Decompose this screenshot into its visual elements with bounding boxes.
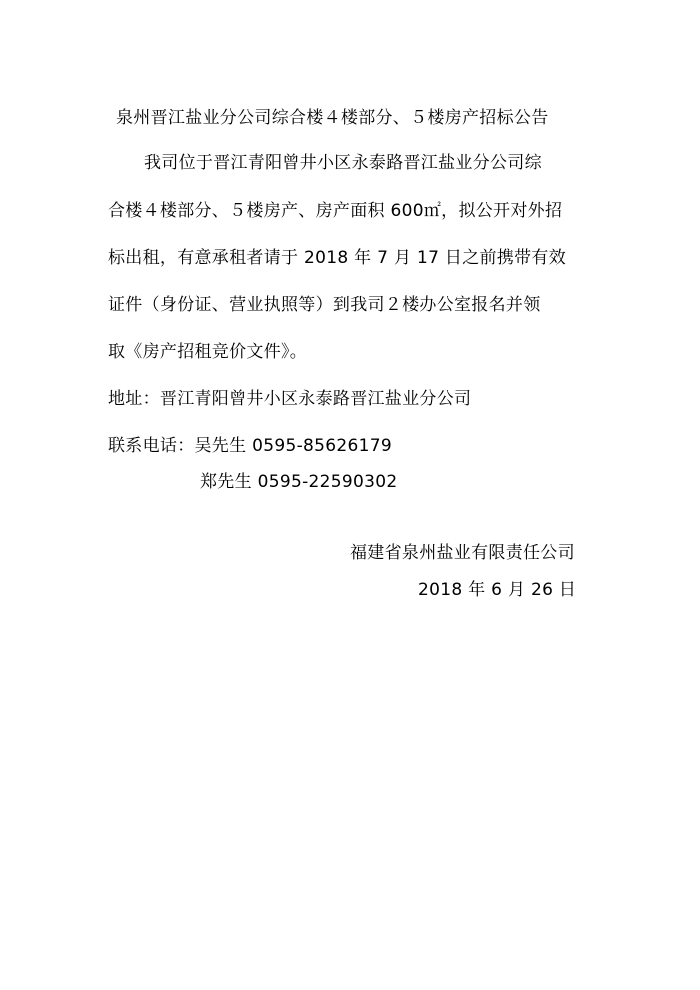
document-date: 2018 年 6 月 26 日 xyxy=(418,580,577,600)
body-line-1: 我司位于晋江青阳曾井小区永泰路晋江盐业分公司综 xyxy=(144,153,542,173)
body-line-5: 取《房产招租竞价文件》。 xyxy=(108,342,308,362)
body-line-2: 合楼４楼部分、５楼房产、房产面积 600㎡，拟公开对外招 xyxy=(108,201,563,221)
body-line-3: 标出租，有意承租者请于 2018 年 7 月 17 日之前携带有效 xyxy=(108,248,567,268)
notice-title: 泉州晋江盐业分公司综合楼４楼部分、５楼房产招标公告 xyxy=(116,108,549,128)
contact-line-2: 郑先生 0595-22590302 xyxy=(200,472,398,492)
contact-line-1: 联系电话：吴先生 0595-85626179 xyxy=(108,436,392,456)
company-signature: 福建省泉州盐业有限责任公司 xyxy=(350,543,575,563)
body-line-4: 证件（身份证、营业执照等）到我司２楼办公室报名并领 xyxy=(108,295,541,315)
address-line: 地址：晋江青阳曾井小区永泰路晋江盐业分公司 xyxy=(108,389,472,409)
